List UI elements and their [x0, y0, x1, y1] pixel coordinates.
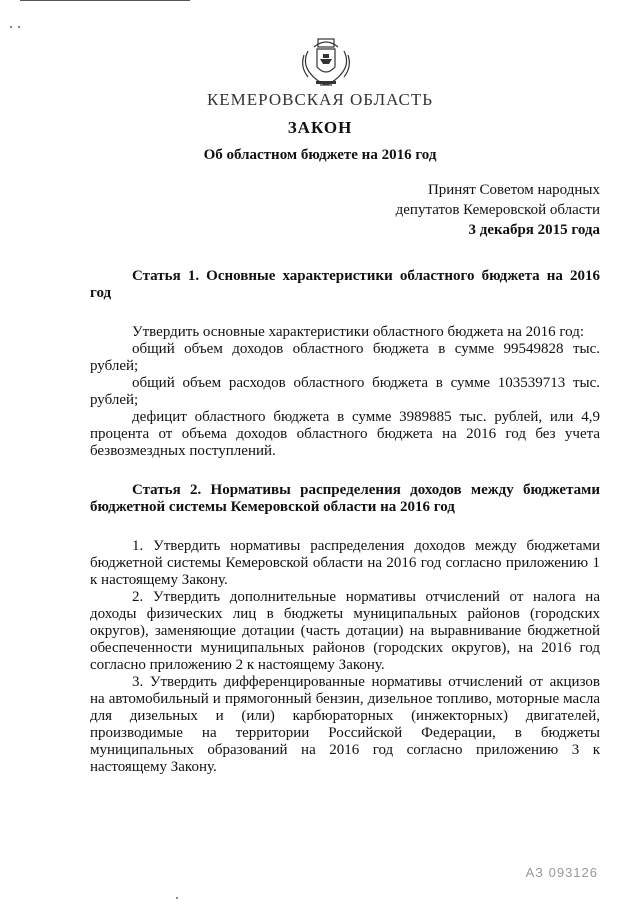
spacer — [90, 302, 600, 324]
scan-speck — [176, 897, 178, 899]
adoption-block — [396, 180, 600, 240]
article-1-item-expenditure: общий объем расходов областного бюджета в сумме 103539713 тыс. рублей; — [90, 375, 600, 408]
law-body — [90, 268, 600, 776]
document-type: ЗАКОН — [287, 118, 353, 137]
scan-speck — [18, 26, 20, 28]
article-2-heading: Статья 2. Нормативы распределения доходов между бюджетами бюджетной системы Кемеровской области на 2016 год — [90, 482, 600, 515]
article-2-paragraph-2: 2. Утвердить дополнительные нормативы отчислений от налога на доходы физических лиц в бюджеты муниципальных районов (городских округов), заменяющие дотации (часть дотации) на выравнивание бюджетной обеспеченности муниципальных районов (городских округов), на 2016 год согласно приложению 2 к настоящему Закону. — [90, 589, 600, 673]
serial-stamp: АЗ 093126 — [525, 865, 598, 880]
scan-speck — [10, 26, 12, 28]
article-2-paragraph-1: 1. Утвердить нормативы распределения доходов между бюджетами бюджетной системы Кемеровской области на 2016 год согласно приложению 1 к настоящему Закону. — [90, 538, 600, 588]
adoption-line-2: депутатов Кемеровской области — [395, 202, 600, 218]
article-1-heading: Статья 1. Основные характеристики областного бюджета на 2016 год — [90, 268, 600, 301]
article-1-item-revenue: общий объем доходов областного бюджета в сумме 99549828 тыс. рублей; — [90, 341, 600, 374]
spacer — [90, 460, 600, 482]
region-name: КЕМЕРОВСКАЯ ОБЛАСТЬ — [206, 90, 434, 109]
article-2-paragraph-3: 3. Утвердить дифференцированные нормативы отчислений от акцизов на автомобильный и прямогонный бензин, дизельное топливо, моторные масла для дизельных и (или) карбюраторных (инжекторных) двигателей, производимые на территории Российской Федерации, в бюджеты муниципальных образований на 2016 год согласно приложению 3 к настоящему Закону. — [90, 674, 600, 775]
adoption-date: 3 декабря 2015 года — [468, 222, 600, 238]
coat-of-arms-icon — [296, 33, 356, 93]
top-rule — [20, 0, 190, 1]
law-title: Об областном бюджете на 2016 год — [203, 147, 437, 163]
adoption-line-1: Принят Советом народных — [427, 182, 600, 198]
spacer — [90, 516, 600, 538]
article-1-item-deficit: дефицит областного бюджета в сумме 3989885 тыс. рублей, или 4,9 процента от объема доходов областного бюджета на 2016 год без учета безвозмездных поступлений. — [90, 409, 600, 459]
article-1-intro: Утвердить основные характеристики областного бюджета на 2016 год: — [132, 324, 585, 340]
